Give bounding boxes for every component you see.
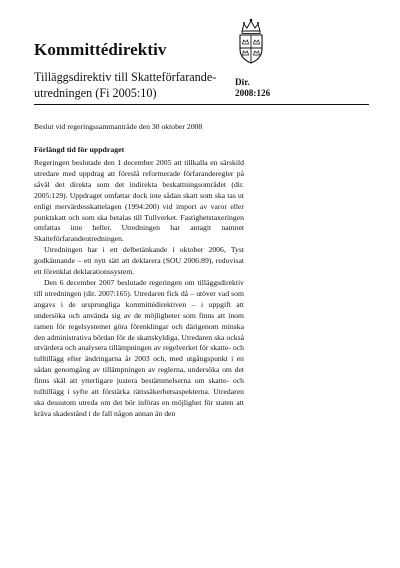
directive-title-line-1: Tilläggsdirektiv till Skatteförfarande- xyxy=(34,70,217,84)
body-paragraph: Utredningen har i ett delbetänkande i oktober 2006, Tyst godkännande – ett nytt sätt att deklarera (SOU 2006:89), redovisat ett förenklat deklarationssystem. xyxy=(34,245,244,277)
dir-label: Dir. xyxy=(235,77,250,87)
section-body xyxy=(34,158,244,420)
directive-number xyxy=(235,77,270,99)
dir-number: 2008:126 xyxy=(235,88,271,98)
body-paragraph: Den 6 december 2007 beslutade regeringen om tilläggsdirektiv till utredningen (dir. 2007:165). Utredaren fick då – utöver vad som angavs i de ursprungliga kommittédirektiven – i uppgift att undersöka och använda sig av de möjligheter som finns att inom ramen för regelsystemet göra förenklingar och därigenom minska den administrativa bördan för de skattskyldiga. Utredaren ska också utvärdera och analysera tillämpningen av regelverket för skatte- och tulltillägg efter ändringarna år 2003 och, med utgångspunkt i en sådan genomgång av tillämpningen av reglerna, undersöka om det finns skäl att ytterligare justera bestämmelserna om skatte- och tulltillägg i syfte att förstärka rättssäkerhetsaspekterna. Utredaren ska dessutom utreda om det bör införas en möjlighet för staten att kräva skadestånd i de fall någon annan än den xyxy=(34,277,244,418)
swedish-coat-of-arms-icon xyxy=(233,17,269,65)
decision-line: Beslut vid regeringssammanträde den 30 oktober 2008 xyxy=(34,122,203,131)
directive-title-line-2: utredningen (Fi 2005:10) xyxy=(34,85,157,100)
directive-title xyxy=(34,70,234,101)
section-heading: Förlängd tid för uppdraget xyxy=(34,145,125,154)
body-paragraph: Regeringen beslutade den 1 december 2005 att tillkalla en särskild utredare med uppdrag att föreslå reformerade förfaranderegler på såväl det direkta som det indirekta beskattningsområdet (dir. 2005:129). Uppdraget omfattar dock inte sådan skatt som ska tas ut enligt mervärdesskattelagen (1994:200) vid import av varor eller punktskatt och som ska betalas till Tullverket. Fastighetstaxeringen omfattas inte heller. Utredningen har antagit namnet Skatteförfarandeutredningen. xyxy=(34,158,244,244)
header-divider xyxy=(34,104,369,105)
document-type-heading: Kommittédirektiv xyxy=(34,40,167,59)
